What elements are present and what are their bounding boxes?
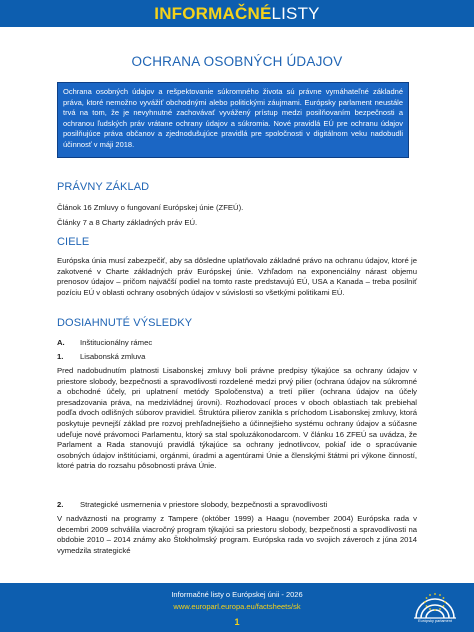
subsection-2-label: Strategické usmernenia v priestore slobody, bezpečnosti a spravodlivosti [80, 500, 328, 509]
header-title [154, 4, 319, 23]
header-title-bold: INFORMAČNÉ [154, 4, 272, 23]
footer-website-link[interactable]: www.europarl.europa.eu/factsheets/sk [173, 602, 301, 611]
achievements-heading: DOSIAHNUTÉ VÝSLEDKY [57, 317, 193, 329]
header-bar [0, 0, 474, 27]
european-parliament-logo-label: Európsky parlament [418, 619, 452, 623]
subsection-a-number: A. [57, 338, 65, 347]
page-number: 1 [234, 617, 240, 627]
objectives-heading: CIELE [57, 236, 90, 248]
strategy-paragraph: V nadväznosti na programy z Tampere (október 1999) a Haagu (november 2004) Európska rada v decembri 2009 schválila viacročný program týkajúci sa priestoru slobody, bezpečnosti a spravodlivosti na obdobie 2010 – 2014 známy ako Štokholmský program. Európska rada vo svojich záveroch z júna 2014 vymedzila strategické [57, 514, 417, 555]
footer-bar [0, 583, 474, 632]
footer-series-title: Informačné listy o Európskej únii - 2026 [171, 590, 303, 599]
legal-basis-line-2: Články 7 a 8 Charty základných práv EÚ. [57, 218, 198, 227]
intro-text: Ochrana osobných údajov a rešpektovanie súkromného života sú právne vymáhateľné základné práva, ktoré nemožno vyvážiť obchodnými alebo politickými záujmami. Európsky parlament neustále trvá na tom, že je nevyhnutné zachovávať vyvážený prístup medzi posilňovaním bezpečnosti a ochranou ľudských práv vrátane ochrany údajov a súkromia. Nové pravidlá EÚ pre ochranu údajov posilňujúce práva občanov a zjednodušujúce pravidlá pre spoločnosti v digitálnom veku nadobudli účinnosť v máji 2018. [63, 87, 403, 149]
treaty-paragraph: Pred nadobudnutím platnosti Lisabonskej zmluvy boli právne predpisy týkajúce sa ochrany údajov v priestore slobody, bezpečnosti a spravodlivosti rozdelené medzi prvý pilier (ochrana údajov na súkromné a obchodné účely, pri uplatnení metódy Spoločenstva) a tretí pilier (ochrana údajov na účely presadzovania práva, na medzivládnej úrovni). Rozhodovací proces v oboch oblastiach tak prebiehal podľa dvoch odlišných súborov pravidiel. Štruktúra pilierov zanikla s príchodom Lisabonskej zmluvy, ktorá poskytuje pevnejší základ pre rozvoj prehľadnejšieho a účinnejšieho systému ochrany údajov a súčasne udeľuje nové právomoci Parlamentu, ktorý sa stal spoluzákonodarcom. V článku 16 ZFEÚ sa uvádza, že Parlament a Rada stanovujú pravidlá týkajúce sa ochrany jednotlivcov, pokiaľ ide o spracúvanie osobných údajov inštitúciami, orgánmi, úradmi a agentúrami Únie a členskými štátmi pri výkone činností, ktoré patria do rozsahu pôsobnosti práva Únie. [57, 366, 417, 471]
header-title-light: LISTY [271, 4, 320, 23]
legal-basis-heading: PRÁVNY ZÁKLAD [57, 181, 150, 193]
subsection-1-label: Lisabonská zmluva [80, 352, 146, 361]
intro-box [57, 82, 409, 158]
subsection-2-number: 2. [57, 500, 64, 509]
subsection-1-number: 1. [57, 352, 64, 361]
document-title: OCHRANA OSOBNÝCH ÚDAJOV [131, 54, 343, 69]
objectives-text: Európska únia musí zabezpečiť, aby sa dôsledne uplatňovalo základné právo na ochranu údajov, ktoré je zakotvené v Charte základných práv Európskej únie. Vzhľadom na exponenciálny nárast objemu prenosov údajov – pričom najväčší podiel na tomto raste predstavujú EÚ, USA a Kanada – treba posilniť pozíciu EÚ v oblasti ochrany osobných údajov v súvislosti so všetkými politikami EÚ. [57, 256, 417, 297]
subsection-a-label: Inštitucionálny rámec [80, 338, 153, 347]
legal-basis-line-1: Článok 16 Zmluvy o fungovaní Európskej únie (ZFEÚ). [57, 203, 244, 212]
